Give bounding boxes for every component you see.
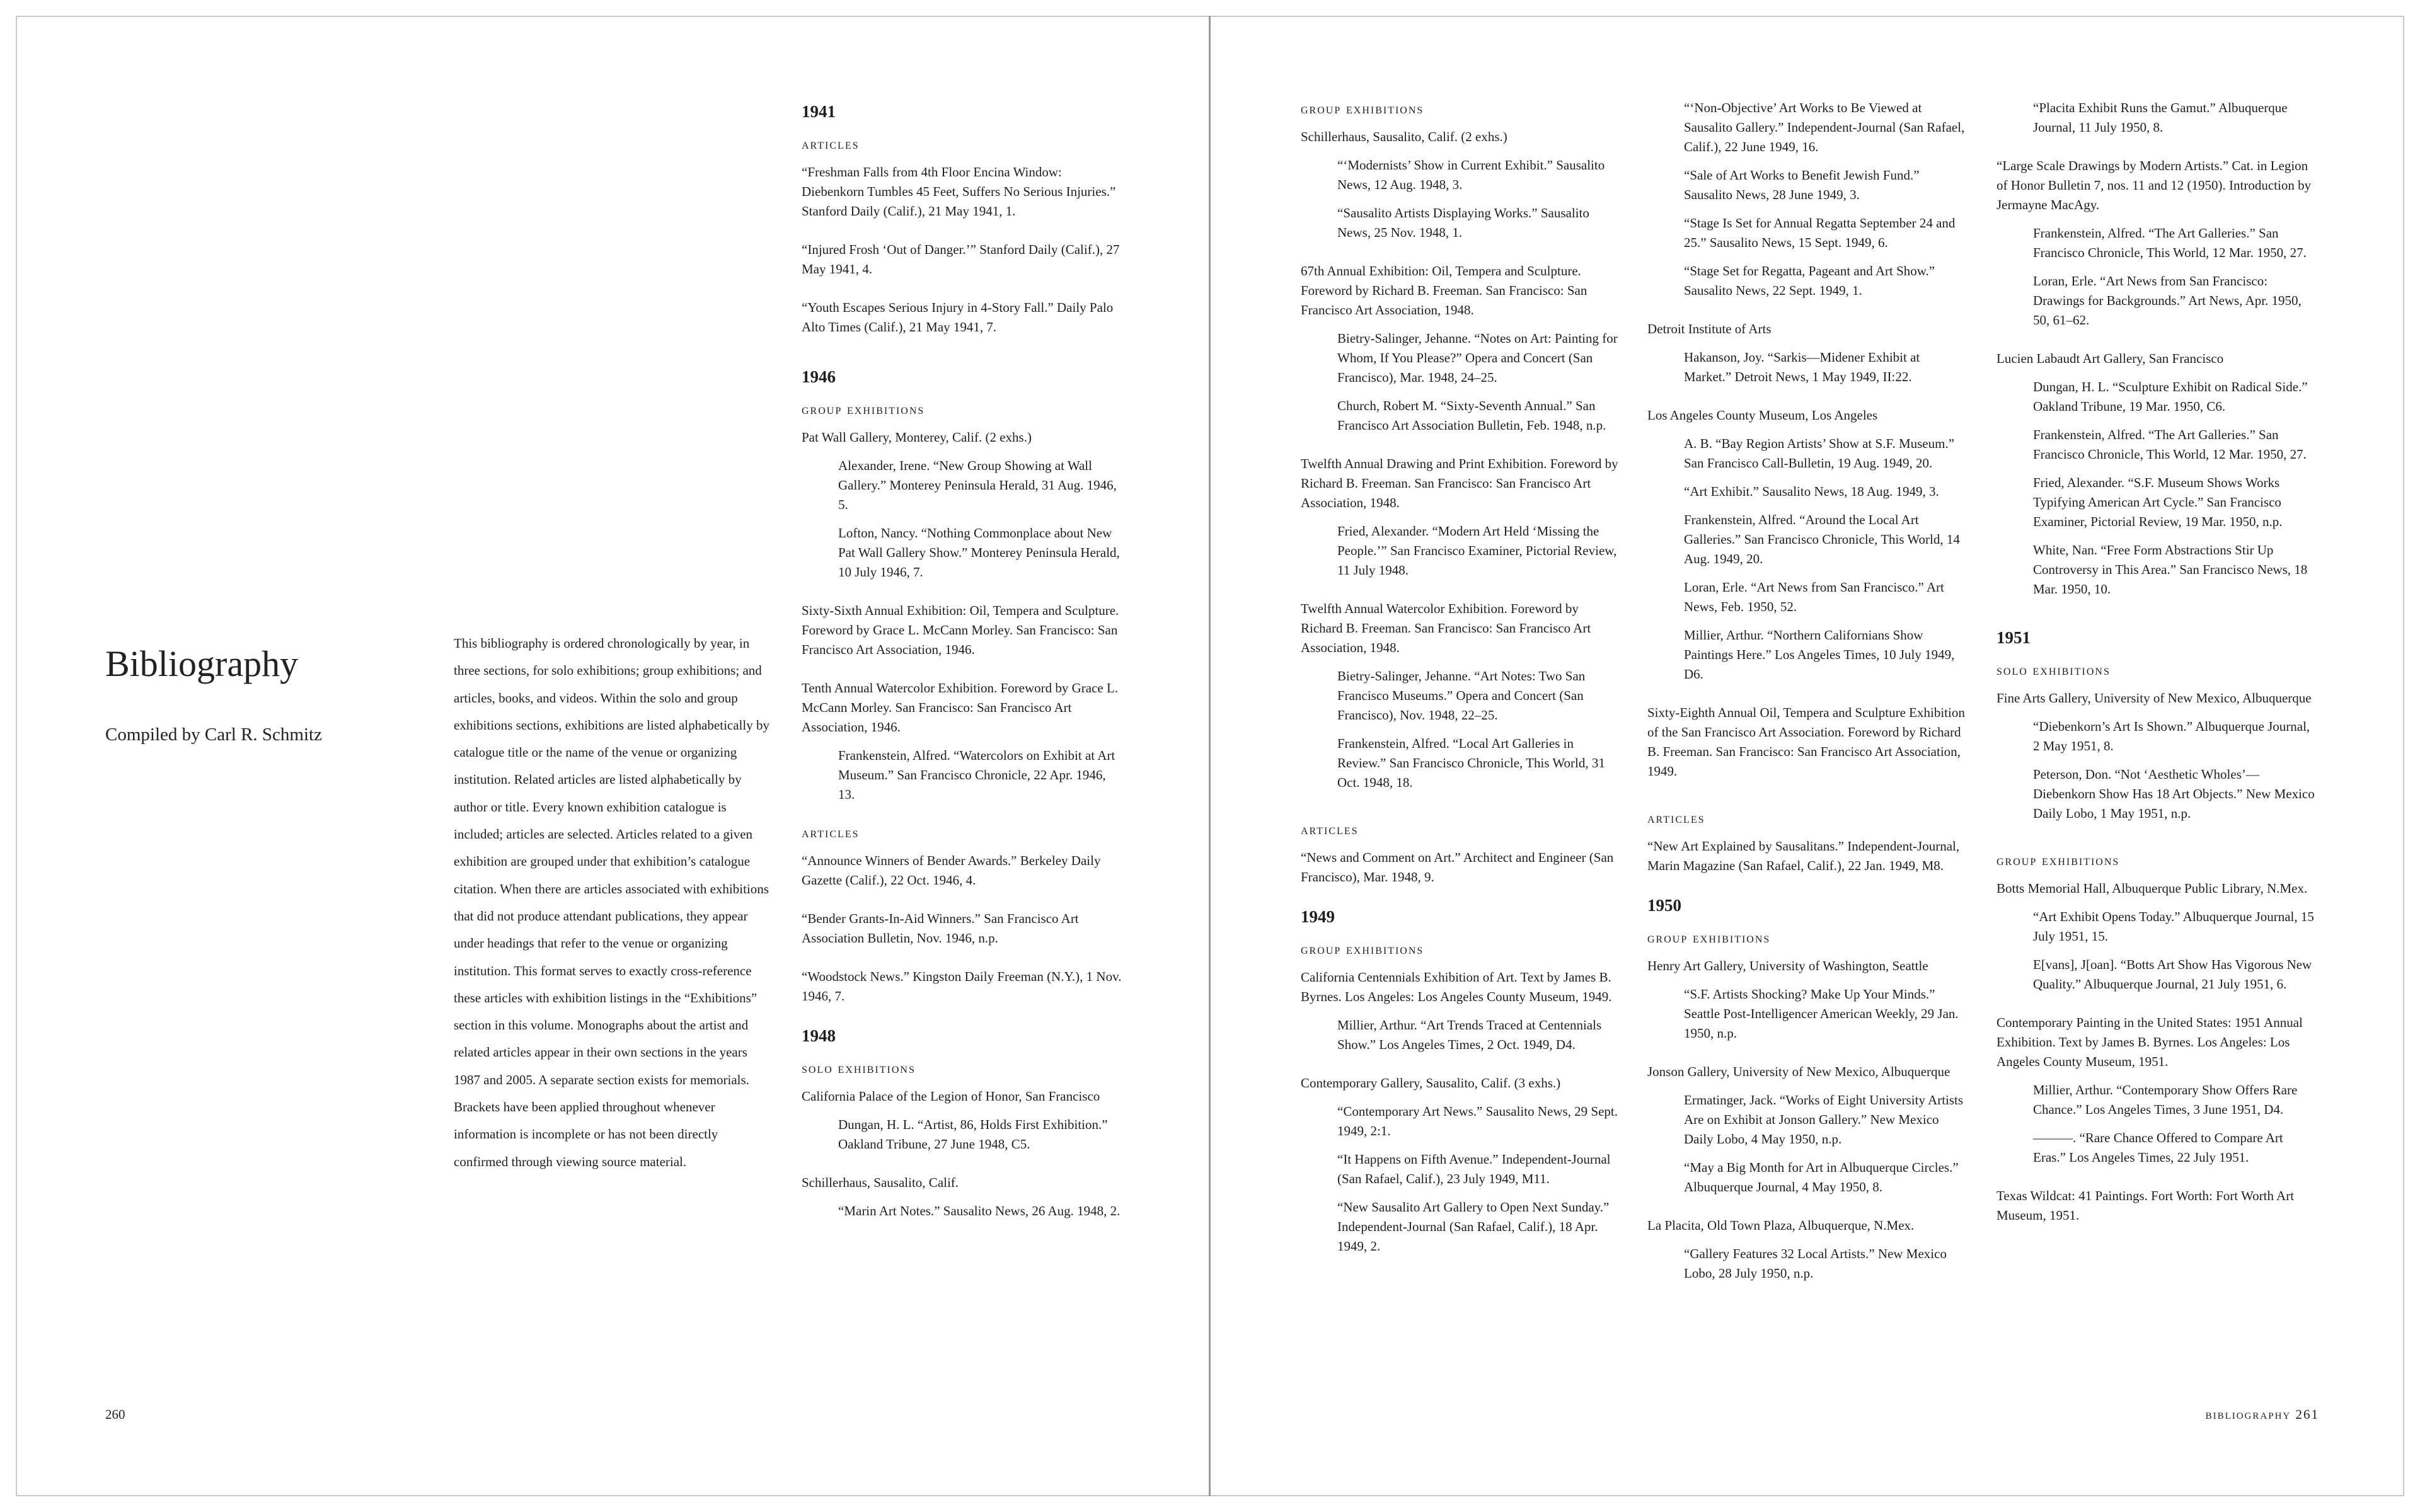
- exhibition-venue: Schillerhaus, Sausalito, Calif. (2 exhs.): [1301, 129, 1507, 144]
- bib-entry: Dungan, H. L. “Sculpture Exhibit on Radical Side.” Oakland Tribune, 19 Mar. 1950, C6.: [2033, 379, 2308, 414]
- exhibition-catalogue: Twelfth Annual Drawing and Print Exhibition. Foreword by Richard B. Freeman. San Francisco: San Francisco Art Association, 1948.: [1301, 456, 1618, 510]
- bib-entry: “Gallery Features 32 Local Artists.” New Mexico Lobo, 28 July 1950, n.p.: [1684, 1246, 1947, 1281]
- year-heading: 1946: [802, 367, 836, 386]
- bib-entry: Church, Robert M. “Sixty-Seventh Annual.” San Francisco Art Association Bulletin, Feb. 1948, n.p.: [1337, 398, 1606, 433]
- bib-entry: Fried, Alexander. “Modern Art Held ‘Missing the People.’” San Francisco Examiner, Pictorial Review, 11 July 1948.: [1337, 524, 1617, 578]
- bib-entry: ———. “Rare Chance Offered to Compare Art Eras.” Los Angeles Times, 22 July 1951.: [2033, 1130, 2283, 1165]
- bib-entry: “Art Exhibit.” Sausalito News, 18 Aug. 1949, 3.: [1684, 484, 1939, 499]
- exhibition-catalogue: Texas Wildcat: 41 Paintings. Fort Worth: Fort Worth Art Museum, 1951.: [1997, 1188, 2295, 1223]
- exhibition-catalogue: California Centennials Exhibition of Art. Text by James B. Byrnes. Los Angeles: Los Angeles County Museum, 1949.: [1301, 970, 1612, 1004]
- bib-entry: “Woodstock News.” Kingston Daily Freeman (N.Y.), 1 Nov. 1946, 7.: [802, 969, 1122, 1004]
- bib-entry: Bietry-Salinger, Jehanne. “Notes on Art: Painting for Whom, If You Please?” Opera and Concert (San Francisco), Mar. 1948, 24–25.: [1337, 331, 1618, 385]
- bib-entry: “Placita Exhibit Runs the Gamut.” Albuquerque Journal, 11 July 1950, 8.: [2033, 100, 2288, 135]
- bib-entry: Ermatinger, Jack. “Works of Eight University Artists Are on Exhibit at Jonson Gallery.” New Mexico Daily Lobo, 4 May 1950, n.p.: [1684, 1092, 1964, 1147]
- bib-entry: Frankenstein, Alfred. “Local Art Galleries in Review.” San Francisco Chronicle, This World, 31 Oct. 1948, 18.: [1337, 736, 1605, 790]
- exhibition-venue: Pat Wall Gallery, Monterey, Calif. (2 exhs.): [802, 430, 1032, 445]
- bib-entry: “Marin Art Notes.” Sausalito News, 26 Aug. 1948, 2.: [838, 1203, 1121, 1218]
- exhibition-venue: Contemporary Gallery, Sausalito, Calif. (3 exhs.): [1301, 1075, 1561, 1091]
- year-heading: 1949: [1301, 907, 1335, 926]
- section-heading: group exhibitions: [1301, 941, 1424, 957]
- bib-entry: “‘Modernists’ Show in Current Exhibit.” Sausalito News, 12 Aug. 1948, 3.: [1337, 158, 1605, 192]
- bib-entry: “Sausalito Artists Displaying Works.” Sausalito News, 25 Nov. 1948, 1.: [1337, 205, 1589, 240]
- year-heading: 1941: [802, 102, 836, 121]
- section-heading: articles: [802, 825, 860, 840]
- exhibition-catalogue: Tenth Annual Watercolor Exhibition. Foreword by Grace L. McCann Morley. San Francisco: San Francisco Art Association, 1946.: [802, 680, 1119, 735]
- bib-column-3: [1647, 98, 1969, 1292]
- running-footer-right: bibliography 261: [2205, 1407, 2319, 1422]
- bib-entry: Alexander, Irene. “New Group Showing at Wall Gallery.” Monterey Peninsula Herald, 31 Aug. 1946, 5.: [838, 458, 1117, 512]
- bib-entry: Fried, Alexander. “S.F. Museum Shows Works Typifying American Art Cycle.” San Francisco Examiner, Pictorial Review, 19 Mar. 1950, n.p.: [2033, 475, 2283, 529]
- bib-entry: Frankenstein, Alfred. “Watercolors on Exhibit at Art Museum.” San Francisco Chronicle, 22 Apr. 1946, 13.: [838, 748, 1115, 802]
- bib-entry: Frankenstein, Alfred. “Around the Local Art Galleries.” San Francisco Chronicle, This World, 14 Aug. 1949, 20.: [1684, 512, 1960, 566]
- bib-entry: Millier, Arthur. “Art Trends Traced at Centennials Show.” Los Angeles Times, 2 Oct. 1949, D4.: [1337, 1017, 1602, 1052]
- bib-entry: “Announce Winners of Bender Awards.” Berkeley Daily Gazette (Calif.), 22 Oct. 1946, 4.: [802, 853, 1101, 888]
- section-heading: solo exhibitions: [1997, 662, 2111, 678]
- bib-entry: “May a Big Month for Art in Albuquerque Circles.” Albuquerque Journal, 4 May 1950, 8.: [1684, 1160, 1959, 1194]
- bib-entry: “It Happens on Fifth Avenue.” Independent-Journal (San Rafael, Calif.), 23 July 1949, M11.: [1337, 1152, 1611, 1186]
- bib-entry: “Diebenkorn’s Art Is Shown.” Albuquerque Journal, 2 May 1951, 8.: [2033, 719, 2310, 753]
- bib-entry: Frankenstein, Alfred. “The Art Galleries.” San Francisco Chronicle, This World, 12 Mar. 1950, 27.: [2033, 226, 2307, 260]
- exhibition-venue: Los Angeles County Museum, Los Angeles: [1647, 408, 1878, 423]
- bib-entry: “New Sausalito Art Gallery to Open Next Sunday.” Independent-Journal (San Rafael, Calif.), 18 Apr. 1949, 2.: [1337, 1200, 1610, 1254]
- bib-entry: “Stage Is Set for Annual Regatta September 24 and 25.” Sausalito News, 15 Sept. 1949, 6.: [1684, 215, 1956, 250]
- bib-entry: “Sale of Art Works to Benefit Jewish Fund.” Sausalito News, 28 June 1949, 3.: [1684, 168, 1920, 202]
- exhibition-catalogue: Sixty-Sixth Annual Exhibition: Oil, Tempera and Sculpture. Foreword by Grace L. McCann Morley. San Francisco: San Francisco Art Association, 1946.: [802, 603, 1119, 657]
- section-heading: group exhibitions: [1647, 930, 1771, 946]
- bib-entry: “Art Exhibit Opens Today.” Albuquerque Journal, 15 July 1951, 15.: [2033, 909, 2314, 944]
- bib-entry: Loran, Erle. “Art News from San Francisco.” Art News, Feb. 1950, 52.: [1684, 580, 1944, 614]
- bib-entry: “Youth Escapes Serious Injury in 4-Story Fall.” Daily Palo Alto Times (Calif.), 21 May 1941, 7.: [802, 300, 1114, 335]
- bib-entry: “New Art Explained by Sausalitans.” Independent-Journal, Marin Magazine (San Rafael, Calif.), 22 Jan. 1949, M8.: [1647, 839, 1960, 873]
- bib-entry: Loran, Erle. “Art News from San Francisco: Drawings for Backgrounds.” Art News, Apr. 1950, 50, 61–62.: [2033, 273, 2302, 328]
- bib-entry: “Contemporary Art News.” Sausalito News, 29 Sept. 1949, 2:1.: [1337, 1104, 1618, 1138]
- section-heading: solo exhibitions: [802, 1060, 916, 1076]
- page-number-left: 260: [105, 1407, 125, 1422]
- exhibition-catalogue: Twelfth Annual Watercolor Exhibition. Foreword by Richard B. Freeman. San Francisco: San Francisco Art Association, 1948.: [1301, 601, 1591, 655]
- exhibition-catalogue: “Large Scale Drawings by Modern Artists.” Cat. in Legion of Honor Bulletin 7, nos. 11 and 12 (1950). Introduction by Jermayne MacAgy.: [1997, 158, 2312, 212]
- bib-column-1: [802, 101, 1123, 1230]
- exhibition-venue: Henry Art Gallery, University of Washington, Seattle: [1647, 958, 1928, 973]
- section-heading: articles: [1301, 822, 1359, 837]
- exhibition-venue: California Palace of the Legion of Honor, San Francisco: [802, 1089, 1100, 1104]
- bib-entry: Lofton, Nancy. “Nothing Commonplace about New Pat Wall Gallery Show.” Monterey Peninsula Herald, 10 July 1946, 7.: [838, 525, 1120, 580]
- exhibition-venue: Detroit Institute of Arts: [1647, 321, 1772, 336]
- section-heading: articles: [1647, 810, 1705, 826]
- bib-entry: “Freshman Falls from 4th Floor Encina Window: Diebenkorn Tumbles 45 Feet, Suffers No Serious Injuries.” Stanford Daily (Calif.), 21 May 1941, 1.: [802, 164, 1116, 219]
- compiler-credit: Compiled by Carl R. Schmitz: [105, 724, 322, 745]
- exhibition-venue: Lucien Labaudt Art Gallery, San Francisco: [1997, 351, 2224, 366]
- year-heading: 1951: [1997, 628, 2031, 647]
- intro-paragraph: This bibliography is ordered chronologically by year, in three sections, for solo exhibitions; group exhibitions; and articles, books, and videos. Within the solo and group exhibitions sections, exhibitions are listed alphabetically by catalogue title or the name of the venue or organizing institution. Related articles are listed alphabetically by author or title. Every known exhibition catalogue is included; articles are selected. Articles related to a given exhibition are grouped under that exhibition’s catalogue citation. When there are articles associated with exhibitions that did not produce attendant publications, they appear under headings that refer to the venue or organizing institution. This format serves to exactly cross-reference these articles with exhibition listings in the “Exhibitions” section in this volume. Monographs about the artist and related articles appear in their own sections in the years 1987 and 2005. A separate section exists for memorials. Brackets have been applied throughout whenever information is incomplete or has not been directly confirmed through viewing source material.: [454, 636, 769, 1169]
- exhibition-catalogue: Sixty-Eighth Annual Oil, Tempera and Sculpture Exhibition of the San Francisco Art Association. Foreword by Richard B. Freeman. San Francisco: San Francisco Art Association, 1949.: [1647, 705, 1965, 779]
- bib-entry: “Stage Set for Regatta, Pageant and Art Show.” Sausalito News, 22 Sept. 1949, 1.: [1684, 263, 1935, 298]
- page-title: Bibliography: [105, 643, 299, 684]
- bib-entry: Peterson, Don. “Not ‘Aesthetic Wholes’— Diebenkorn Show Has 18 Art Objects.” New Mexico Daily Lobo, 1 May 1951, n.p.: [2033, 767, 2315, 821]
- bib-entry: Frankenstein, Alfred. “The Art Galleries.” San Francisco Chronicle, This World, 12 Mar. 1950, 27.: [2033, 427, 2307, 462]
- bib-column-4: [1997, 98, 2318, 1234]
- exhibition-catalogue: Contemporary Painting in the United States: 1951 Annual Exhibition. Text by James B. Byrnes. Los Angeles: Los Angeles County Museum, 1951.: [1997, 1015, 2303, 1069]
- bib-entry: “Bender Grants-In-Aid Winners.” San Francisco Art Association Bulletin, Nov. 1946, n.p.: [802, 911, 1079, 946]
- bib-entry: “News and Comment on Art.” Architect and Engineer (San Francisco), Mar. 1948, 9.: [1301, 850, 1614, 885]
- exhibition-venue: Schillerhaus, Sausalito, Calif.: [802, 1175, 959, 1190]
- bib-entry: “‘Non-Objective’ Art Works to Be Viewed at Sausalito Gallery.” Independent-Journal (San Rafael, Calif.), 22 June 1949, 16.: [1684, 100, 1965, 154]
- exhibition-venue: Botts Memorial Hall, Albuquerque Public Library, N.Mex.: [1997, 881, 2308, 896]
- book-gutter: [1209, 16, 1211, 1496]
- section-heading: articles: [802, 136, 860, 152]
- section-heading: group exhibitions: [802, 401, 925, 417]
- bib-entry: Bietry-Salinger, Jehanne. “Art Notes: Two San Francisco Museums.” Opera and Concert (San Francisco), Nov. 1948, 22–25.: [1337, 668, 1586, 723]
- section-heading: group exhibitions: [1997, 852, 2120, 868]
- section-heading: group exhibitions: [1301, 101, 1424, 117]
- bib-entry: White, Nan. “Free Form Abstractions Stir Up Controversy in This Area.” San Francisco News, 18 Mar. 1950, 10.: [2033, 542, 2308, 597]
- bib-entry: Dungan, H. L. “Artist, 86, Holds First Exhibition.” Oakland Tribune, 27 June 1948, C5.: [838, 1117, 1108, 1152]
- bib-entry: A. B. “Bay Region Artists’ Show at S.F. Museum.” San Francisco Call-Bulletin, 19 Aug. 1949, 20.: [1684, 436, 1955, 471]
- year-heading: 1948: [802, 1026, 836, 1045]
- exhibition-venue: Fine Arts Gallery, University of New Mexico, Albuquerque: [1997, 690, 2312, 706]
- exhibition-catalogue: 67th Annual Exhibition: Oil, Tempera and Sculpture. Foreword by Richard B. Freeman. San Francisco: San Francisco Art Association, 1948.: [1301, 263, 1587, 318]
- bib-entry: E[vans], J[oan]. “Botts Art Show Has Vigorous New Quality.” Albuquerque Journal, 21 July 1951, 6.: [2033, 957, 2312, 992]
- exhibition-venue: Jonson Gallery, University of New Mexico, Albuquerque: [1647, 1064, 1950, 1079]
- bib-entry: “S.F. Artists Shocking? Make Up Your Minds.” Seattle Post-Intelligencer American Weekly, 29 Jan. 1950, n.p.: [1684, 987, 1959, 1041]
- year-heading: 1950: [1647, 896, 1681, 915]
- bib-entry: “Injured Frosh ‘Out of Danger.’” Stanford Daily (Calif.), 27 May 1941, 4.: [802, 242, 1120, 277]
- bib-entry: Millier, Arthur. “Contemporary Show Offers Rare Chance.” Los Angeles Times, 3 June 1951, D4.: [2033, 1082, 2298, 1117]
- bib-column-2: [1301, 100, 1622, 1265]
- bib-entry: Hakanson, Joy. “Sarkis—Midener Exhibit at Market.” Detroit News, 1 May 1949, II:22.: [1684, 350, 1920, 384]
- bib-entry: Millier, Arthur. “Northern Californians Show Paintings Here.” Los Angeles Times, 10 July 1949, D6.: [1684, 627, 1955, 682]
- exhibition-venue: La Placita, Old Town Plaza, Albuquerque, N.Mex.: [1647, 1218, 1915, 1233]
